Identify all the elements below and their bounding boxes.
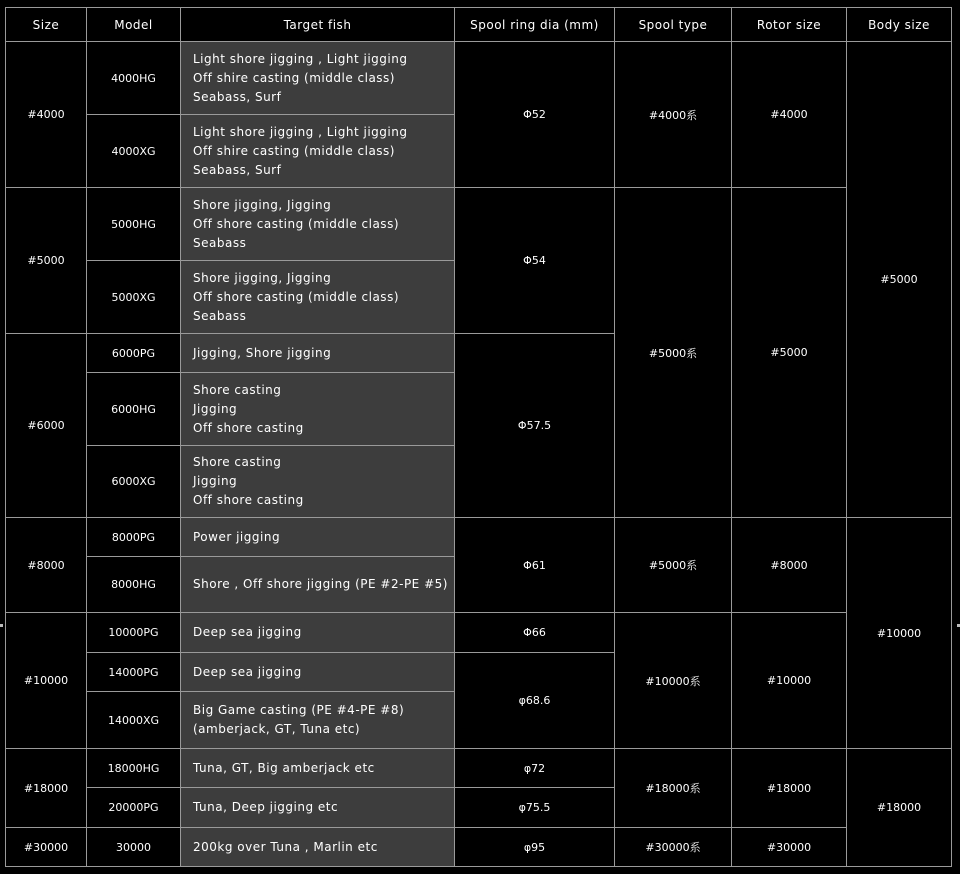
spool-dia-cell: Φ52 [455, 42, 615, 188]
target-fish-line: Off shore casting [193, 493, 304, 507]
target-fish-cell [181, 613, 455, 653]
target-fish-line: Off shire casting (middle class) [193, 70, 395, 85]
model-cell: 30000 [87, 828, 181, 867]
model-cell: 14000XG [87, 692, 181, 749]
target-fish-line: Seabass [193, 235, 247, 250]
target-fish-line: Off shore casting (middle class) [193, 216, 399, 231]
rotor-size-cell: #18000 [732, 749, 847, 828]
spool-dia-cell: φ75.5 [455, 788, 615, 828]
spool-dia-cell: φ72 [455, 749, 615, 788]
target-fish-line: Shore casting [193, 382, 282, 397]
model-cell: 5000HG [87, 188, 181, 261]
body-size-cell: #5000 [847, 42, 952, 518]
header-spool-ring-dia: Spool ring dia (mm) [455, 8, 615, 42]
model-cell: 4000HG [87, 42, 181, 115]
target-fish-cell [181, 188, 455, 261]
spool-type-cell: #5000系 [615, 518, 732, 613]
target-fish-cell [181, 557, 455, 613]
rotor-size-cell: #4000 [732, 42, 847, 188]
target-fish-cell [181, 261, 455, 334]
target-fish-cell [181, 115, 455, 188]
size-cell: #10000 [6, 613, 87, 749]
size-cell: #18000 [6, 749, 87, 828]
target-fish-line: Shore casting [193, 455, 282, 469]
spool-type-cell: #5000系 [615, 188, 732, 518]
table-row [6, 188, 952, 261]
model-cell: 6000PG [87, 334, 181, 373]
table-row [6, 42, 952, 115]
rotor-size-cell: #30000 [732, 828, 847, 867]
model-cell: 10000PG [87, 613, 181, 653]
target-fish-cell [181, 446, 455, 518]
target-fish-cell [181, 334, 455, 373]
spool-type-cell: #4000系 [615, 42, 732, 188]
model-cell: 8000PG [87, 518, 181, 557]
size-cell: #6000 [6, 334, 87, 518]
target-fish-line: (amberjack, GT, Tuna etc) [193, 722, 361, 736]
spool-type-cell: #10000系 [615, 613, 732, 749]
target-fish-line: Off shore casting [193, 420, 304, 435]
header-spool-type: Spool type [615, 8, 732, 42]
target-fish-line: Big Game casting (PE #4-PE #8) [193, 703, 405, 717]
target-fish-cell [181, 788, 455, 828]
header-size: Size [6, 8, 87, 42]
target-fish-line: Power jigging [193, 529, 281, 544]
spool-dia-cell: Φ66 [455, 613, 615, 653]
table-row [6, 749, 952, 788]
target-fish-line: Deep sea jigging [193, 664, 302, 679]
spool-dia-cell: Φ61 [455, 518, 615, 613]
header-target-fish: Target fish [181, 8, 455, 42]
table-row [6, 828, 952, 867]
model-cell: 8000HG [87, 557, 181, 613]
model-cell: 5000XG [87, 261, 181, 334]
model-cell: 14000PG [87, 653, 181, 692]
spool-dia-cell: φ68.6 [455, 653, 615, 749]
target-fish-cell [181, 653, 455, 692]
target-fish-line: Seabass [193, 308, 247, 323]
spool-type-cell: #18000系 [615, 749, 732, 828]
rotor-size-cell: #10000 [732, 613, 847, 749]
body-size-cell: #10000 [847, 518, 952, 749]
rotor-size-cell: #5000 [732, 188, 847, 518]
left-edge-mark [0, 624, 3, 627]
body-size-cell: #18000 [847, 749, 952, 867]
target-fish-line: Seabass, Surf [193, 162, 282, 177]
target-fish-line: 200kg over Tuna , Marlin etc [193, 839, 378, 854]
target-fish-line: Off shire casting (middle class) [193, 143, 395, 158]
target-fish-cell [181, 42, 455, 115]
header-body-size: Body size [847, 8, 952, 42]
target-fish-cell [181, 518, 455, 557]
target-fish-line: Tuna, Deep jigging etc [193, 800, 339, 814]
target-fish-line: Jigging, Shore jigging [193, 345, 332, 360]
target-fish-cell [181, 828, 455, 867]
spool-dia-cell: Φ54 [455, 188, 615, 334]
spool-dia-cell: φ95 [455, 828, 615, 867]
size-cell: #30000 [6, 828, 87, 867]
model-cell: 6000XG [87, 446, 181, 518]
size-cell: #8000 [6, 518, 87, 613]
rotor-size-cell: #8000 [732, 518, 847, 613]
model-cell: 20000PG [87, 788, 181, 828]
target-fish-line: Jigging [193, 401, 238, 416]
spool-dia-cell: Φ57.5 [455, 334, 615, 518]
header-model: Model [87, 8, 181, 42]
table-row [6, 518, 952, 557]
reel-spec-table [5, 7, 952, 867]
target-fish-line: Shore jigging, Jigging [193, 197, 332, 212]
table-row [6, 613, 952, 653]
model-cell: 6000HG [87, 373, 181, 446]
target-fish-line: Off shore casting (middle class) [193, 289, 399, 304]
target-fish-line: Deep sea jigging [193, 625, 302, 639]
target-fish-line: Light shore jigging , Light jigging [193, 124, 408, 139]
target-fish-line: Seabass, Surf [193, 89, 282, 104]
target-fish-line: Tuna, GT, Big amberjack etc [193, 760, 375, 775]
model-cell: 18000HG [87, 749, 181, 788]
target-fish-cell [181, 749, 455, 788]
header-rotor-size: Rotor size [732, 8, 847, 42]
target-fish-cell [181, 373, 455, 446]
target-fish-cell [181, 692, 455, 749]
target-fish-line: Jigging [193, 474, 238, 488]
size-cell: #5000 [6, 188, 87, 334]
target-fish-line: Shore jigging, Jigging [193, 270, 332, 285]
model-cell: 4000XG [87, 115, 181, 188]
target-fish-line: Light shore jigging , Light jigging [193, 51, 408, 66]
header-row [6, 8, 952, 42]
spool-type-cell: #30000系 [615, 828, 732, 867]
target-fish-line: Shore , Off shore jigging (PE #2-PE #5) [193, 577, 448, 591]
size-cell: #4000 [6, 42, 87, 188]
